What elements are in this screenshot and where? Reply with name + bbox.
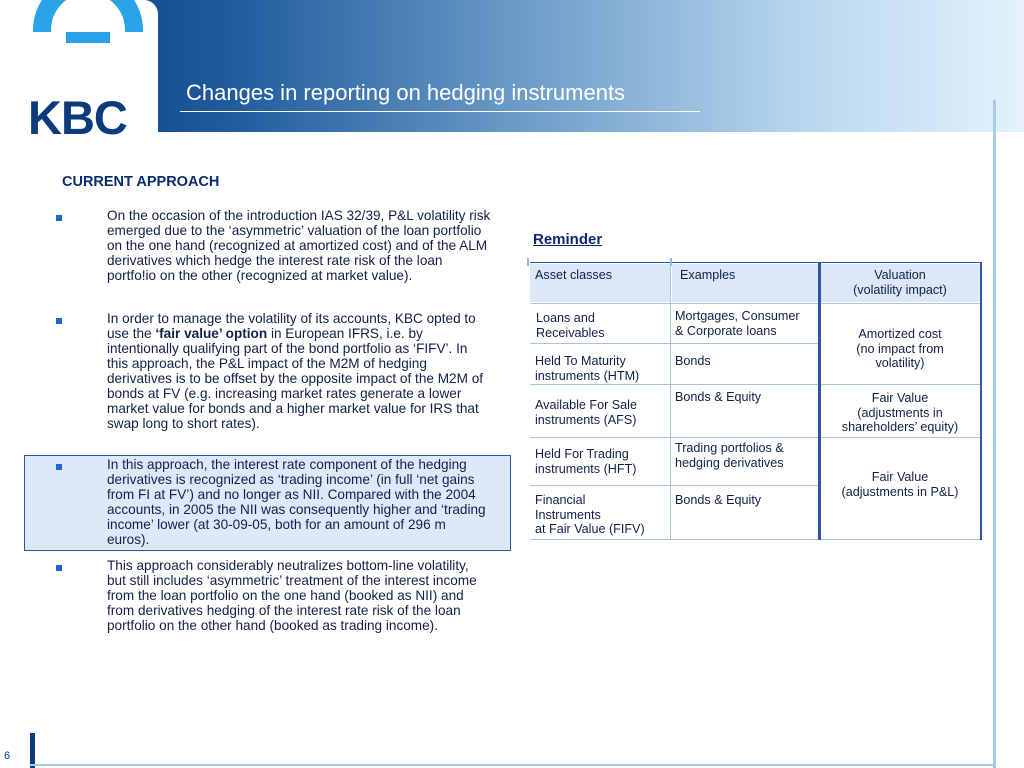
table-rule — [530, 437, 982, 438]
logo-text: KBC — [28, 91, 127, 144]
asset-class-cell: Held To Maturity instruments (HTM) — [535, 354, 640, 383]
bullet-square-icon — [56, 215, 62, 221]
bullet-text — [107, 311, 491, 431]
kbc-logo — [0, 0, 158, 150]
bullet-text-part: In order to manage the volatility of its accounts, KBC opted to use the — [107, 311, 476, 341]
bullet-text: On the occasion of the introduction IAS 32/39, P&L volatility risk emerged due to the ‘asymmetric’ valuation of the loan portfolio on the one hand (recognized at amortized cost) and of the ALM derivatives which hedge the interest rate risk of the loan portfo!io on the other (recognized at market value). — [107, 208, 491, 283]
section-heading: CURRENT APPROACH — [62, 174, 220, 190]
page-number: 6 — [4, 750, 11, 762]
example-cell: Bonds & Equity — [675, 493, 762, 507]
example-cell: Trading portfolios & hedging derivatives — [675, 441, 784, 470]
title-underline — [180, 111, 700, 112]
reminder-heading: Reminder — [533, 231, 603, 248]
right-border-line — [993, 100, 996, 768]
asset-class-cell: Financial Instruments at Fair Value (FIFV) — [535, 493, 645, 536]
footer-rule — [30, 764, 996, 766]
header-examples: Examples — [680, 268, 736, 282]
bullet-bold-text: ‘fair value’ option — [155, 326, 268, 341]
bullet-text-part: in European IFRS, i.e. by intentionally qualifying part of the bond portfolio as ‘FIFV’. In this approach, the P&L impact of the M2M of hedging derivatives is to be offset by the opposite impact of the M2M of bonds at FV (e.g. increasing market rates generate a lower market value for bonds and a higher market value for IRS that swap long to short rates). — [107, 326, 484, 431]
table-rule — [530, 343, 818, 344]
table-rule — [530, 384, 982, 385]
valuation-cell: Fair Value (adjustments in shareholders’ equity) — [841, 391, 959, 434]
asset-class-cell: Loans and Receivables — [536, 311, 605, 340]
footer-accent-bar — [30, 733, 35, 768]
table-rule — [670, 262, 671, 540]
table-rule — [980, 262, 982, 540]
bullet-square-icon — [56, 464, 62, 470]
example-cell: Bonds & Equity — [675, 390, 762, 404]
bullet-text: This approach considerably neutralizes bottom-line volatility, but still includes ‘asymmetric’ treatment of the interest income from the loan portfolio on the one hand (booked as NII) and from derivatives hedging of the interest rate risk of the loan portfolio on the other hand (booked as trading income). — [107, 558, 477, 633]
valuation-cell: Fair Value (adjustments in P&L) — [841, 470, 959, 499]
asset-class-cell: Held For Trading instruments (HFT) — [535, 447, 637, 476]
bullet-text: In this approach, the interest rate component of the hedging derivatives is recognized as ‘trading income’ (in full ‘net gains from FI at FV’) and no longer as NII. Compared with the 2004 accounts, in 2005 the NII was consequently higher and ‘trading income’ lower (at 30-09-05, both for an amount of 296 m euros). — [107, 457, 486, 547]
table-rule — [530, 485, 818, 486]
kbc-logo-arc-icon — [28, 0, 148, 90]
example-cell: Mortgages, Consumer & Corporate loans — [675, 309, 800, 338]
header-valuation: Valuation (volatility impact) — [853, 268, 947, 297]
bullet-square-icon — [56, 318, 62, 324]
table-corner-mark — [670, 258, 672, 266]
table-corner-mark — [527, 258, 529, 266]
slide-title: Changes in reporting on hedging instruments — [186, 80, 626, 105]
bullet-square-icon — [56, 565, 62, 571]
table-rule — [530, 539, 982, 540]
table-rule — [530, 262, 982, 263]
example-cell: Bonds — [675, 354, 711, 368]
table-rule — [530, 303, 982, 304]
header-asset-classes: Asset classes — [535, 268, 612, 282]
valuation-cell: Amortized cost (no impact from volatility) — [856, 327, 944, 370]
asset-class-cell: Available For Sale instruments (AFS) — [535, 398, 637, 427]
